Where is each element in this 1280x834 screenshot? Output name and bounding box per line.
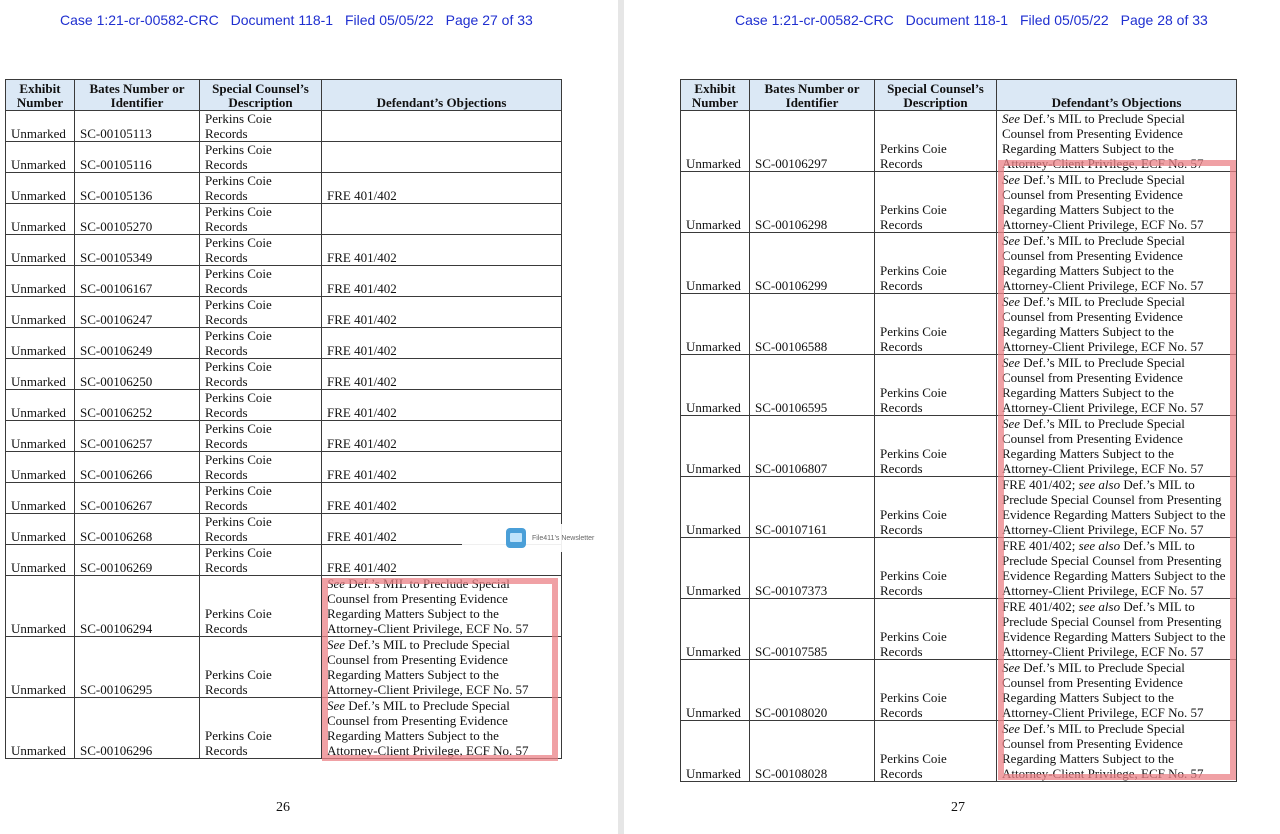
objections-cell xyxy=(997,477,1237,538)
exhibit-cell: Unmarked xyxy=(6,483,75,514)
description-cell: Perkins Coie Records xyxy=(200,235,322,266)
exhibit-cell: Unmarked xyxy=(6,390,75,421)
objection-line: Attorney-Client Privilege, ECF No. 57 xyxy=(327,743,529,758)
bates-cell: SC-00106296 xyxy=(75,698,200,759)
objection-see: See xyxy=(327,637,346,652)
page-of: Page 28 of 33 xyxy=(1120,12,1208,28)
objections-cell xyxy=(322,698,562,759)
description-cell: Perkins Coie Records xyxy=(200,390,322,421)
description-cell: Perkins Coie Records xyxy=(200,421,322,452)
objection-line: Attorney-Client Privilege, ECF No. 57 xyxy=(1002,461,1204,476)
objection-line xyxy=(1002,721,1231,736)
objections-cell: FRE 401/402 xyxy=(322,173,562,204)
bates-cell: SC-00107585 xyxy=(750,599,875,660)
bates-cell: SC-00108020 xyxy=(750,660,875,721)
objection-text: Def.’s MIL to Preclude Special xyxy=(1020,660,1185,675)
objection-line: Regarding Matters Subject to the xyxy=(1002,263,1174,278)
description-cell: Perkins Coie Records xyxy=(200,483,322,514)
objection-line: Regarding Matters Subject to the xyxy=(1002,202,1174,217)
exhibit-cell: Unmarked xyxy=(6,111,75,142)
objection-line xyxy=(327,698,556,713)
exhibit-cell: Unmarked xyxy=(6,637,75,698)
description-cell: Perkins Coie Records xyxy=(200,328,322,359)
col-header-description: Special Counsel’s Description xyxy=(875,80,997,111)
objection-see: See xyxy=(327,698,346,713)
objection-line: Regarding Matters Subject to the xyxy=(1002,690,1174,705)
bates-cell: SC-00106250 xyxy=(75,359,200,390)
description-cell: Perkins Coie Records xyxy=(875,416,997,477)
objection-text: FRE 401/402; xyxy=(1002,599,1079,614)
objection-text: Def.’s MIL to xyxy=(1120,599,1195,614)
exhibit-cell: Unmarked xyxy=(6,452,75,483)
bates-cell: SC-00106249 xyxy=(75,328,200,359)
objection-line xyxy=(1002,538,1231,553)
description-cell: Perkins Coie Records xyxy=(875,294,997,355)
table-row xyxy=(6,328,562,359)
bates-cell: SC-00106295 xyxy=(75,637,200,698)
objection-line xyxy=(1002,416,1231,431)
objections-cell xyxy=(997,172,1237,233)
table-row xyxy=(6,483,562,514)
description-cell: Perkins Coie Records xyxy=(200,514,322,545)
description-cell: Perkins Coie Records xyxy=(200,266,322,297)
objection-line: Attorney-Client Privilege, ECF No. 57 xyxy=(1002,217,1204,232)
objections-cell: FRE 401/402 xyxy=(322,483,562,514)
description-cell: Perkins Coie Records xyxy=(200,173,322,204)
bates-cell: SC-00105136 xyxy=(75,173,200,204)
objection-line xyxy=(1002,111,1231,126)
case-number: Case 1:21-cr-00582-CRC xyxy=(735,12,894,28)
table-row xyxy=(6,637,562,698)
objections-cell: FRE 401/402 xyxy=(322,514,562,545)
table-row xyxy=(6,173,562,204)
objection-line xyxy=(1002,599,1231,614)
objections-cell xyxy=(997,294,1237,355)
objection-line xyxy=(1002,294,1231,309)
description-cell: Perkins Coie Records xyxy=(875,111,997,172)
objection-line: Regarding Matters Subject to the xyxy=(1002,141,1174,156)
description-cell: Perkins Coie Records xyxy=(875,660,997,721)
objection-line: Counsel from Presenting Evidence xyxy=(327,713,508,728)
description-cell: Perkins Coie Records xyxy=(200,637,322,698)
description-cell: Perkins Coie Records xyxy=(200,545,322,576)
objection-line: Attorney-Client Privilege, ECF No. 57 xyxy=(1002,705,1204,720)
objection-line xyxy=(327,576,556,591)
bates-cell: SC-00107161 xyxy=(750,477,875,538)
table-row xyxy=(6,359,562,390)
description-cell: Perkins Coie Records xyxy=(200,452,322,483)
col-header-exhibit: Exhibit Number xyxy=(681,80,750,111)
exhibit-cell: Unmarked xyxy=(681,721,750,782)
description-cell: Perkins Coie Records xyxy=(875,355,997,416)
exhibit-cell: Unmarked xyxy=(6,297,75,328)
table-row xyxy=(681,721,1237,782)
description-cell: Perkins Coie Records xyxy=(875,233,997,294)
bates-cell: SC-00106269 xyxy=(75,545,200,576)
table-row xyxy=(681,660,1237,721)
objection-text: Def.’s MIL to Preclude Special xyxy=(1020,294,1185,309)
document-page-right xyxy=(624,0,1280,834)
objection-text: Def.’s MIL to xyxy=(1120,538,1195,553)
exhibit-cell: Unmarked xyxy=(681,538,750,599)
objection-text: Def.’s MIL to Preclude Special xyxy=(1020,721,1185,736)
objection-line: Regarding Matters Subject to the xyxy=(1002,446,1174,461)
table-row xyxy=(6,266,562,297)
objections-cell: FRE 401/402 xyxy=(322,328,562,359)
table-row xyxy=(6,452,562,483)
table-header-row xyxy=(681,80,1237,111)
exhibit-table xyxy=(5,79,562,759)
col-header-bates: Bates Number or Identifier xyxy=(750,80,875,111)
objection-line: Preclude Special Counsel from Presenting xyxy=(1002,553,1222,568)
exhibit-cell: Unmarked xyxy=(6,576,75,637)
objection-line: Attorney-Client Privilege, ECF No. 57 xyxy=(327,682,529,697)
exhibit-cell: Unmarked xyxy=(6,204,75,235)
objection-line: Regarding Matters Subject to the xyxy=(327,728,499,743)
objection-see: See xyxy=(1002,355,1021,370)
exhibit-cell: Unmarked xyxy=(6,328,75,359)
description-cell: Perkins Coie Records xyxy=(875,477,997,538)
objections-cell xyxy=(997,721,1237,782)
exhibit-cell: Unmarked xyxy=(6,514,75,545)
objections-cell xyxy=(997,355,1237,416)
objections-cell: FRE 401/402 xyxy=(322,421,562,452)
description-cell: Perkins Coie Records xyxy=(200,204,322,235)
bates-cell: SC-00106167 xyxy=(75,266,200,297)
objection-text: FRE 401/402; xyxy=(1002,477,1079,492)
exhibit-cell: Unmarked xyxy=(6,421,75,452)
col-header-objections: Defendant’s Objections xyxy=(322,80,562,111)
objection-text: Def.’s MIL to Preclude Special xyxy=(1020,355,1185,370)
bates-cell: SC-00106294 xyxy=(75,576,200,637)
col-header-exhibit: Exhibit Number xyxy=(6,80,75,111)
objection-see: See xyxy=(327,576,346,591)
table-row xyxy=(681,294,1237,355)
objection-line: Preclude Special Counsel from Presenting xyxy=(1002,614,1222,629)
bates-cell: SC-00105116 xyxy=(75,142,200,173)
objection-text: Def.’s MIL to Preclude Special xyxy=(1020,416,1185,431)
objection-line: Regarding Matters Subject to the xyxy=(1002,385,1174,400)
bates-cell: SC-00106247 xyxy=(75,297,200,328)
objection-line: Attorney-Client Privilege, ECF No. 57 xyxy=(1002,400,1204,415)
objections-cell xyxy=(322,111,562,142)
table-row xyxy=(681,233,1237,294)
objection-text: Def.’s MIL to Preclude Special xyxy=(345,637,510,652)
objection-line: Counsel from Presenting Evidence xyxy=(327,591,508,606)
objection-line: Counsel from Presenting Evidence xyxy=(1002,370,1183,385)
description-cell: Perkins Coie Records xyxy=(200,698,322,759)
exhibit-cell: Unmarked xyxy=(681,111,750,172)
document-page-left xyxy=(0,0,618,834)
bates-cell: SC-00106266 xyxy=(75,452,200,483)
description-cell: Perkins Coie Records xyxy=(875,721,997,782)
objection-text: Def.’s MIL to Preclude Special xyxy=(1020,111,1185,126)
objection-text: Def.’s MIL to Preclude Special xyxy=(345,576,510,591)
objection-line: Attorney-Client Privilege, ECF No. 57 xyxy=(1002,766,1204,781)
exhibit-cell: Unmarked xyxy=(6,142,75,173)
description-cell: Perkins Coie Records xyxy=(200,142,322,173)
description-cell: Perkins Coie Records xyxy=(200,359,322,390)
objection-line xyxy=(1002,355,1231,370)
objection-line xyxy=(1002,477,1231,492)
bates-cell: SC-00106252 xyxy=(75,390,200,421)
objections-cell xyxy=(322,204,562,235)
exhibit-cell: Unmarked xyxy=(681,355,750,416)
objection-text: Def.’s MIL to xyxy=(1120,477,1195,492)
objection-see: See xyxy=(1002,294,1021,309)
objection-see-also: see also xyxy=(1078,477,1121,492)
objection-line: Counsel from Presenting Evidence xyxy=(1002,736,1183,751)
objection-text: FRE 401/402; xyxy=(1002,538,1079,553)
objection-line: Regarding Matters Subject to the xyxy=(1002,324,1174,339)
objections-cell xyxy=(997,599,1237,660)
table-row xyxy=(681,416,1237,477)
description-cell: Perkins Coie Records xyxy=(875,599,997,660)
exhibit-cell: Unmarked xyxy=(6,173,75,204)
table-row xyxy=(6,235,562,266)
objections-cell: FRE 401/402 xyxy=(322,452,562,483)
objection-line: Counsel from Presenting Evidence xyxy=(1002,675,1183,690)
page-header xyxy=(735,12,1216,28)
bates-cell: SC-00105270 xyxy=(75,204,200,235)
table-row xyxy=(681,355,1237,416)
objection-see: See xyxy=(1002,660,1021,675)
exhibit-cell: Unmarked xyxy=(681,660,750,721)
col-header-bates: Bates Number or Identifier xyxy=(75,80,200,111)
objection-line: Counsel from Presenting Evidence xyxy=(1002,309,1183,324)
objection-line: Counsel from Presenting Evidence xyxy=(1002,126,1183,141)
case-number: Case 1:21-cr-00582-CRC xyxy=(60,12,219,28)
objection-line: Evidence Regarding Matters Subject to the xyxy=(1002,507,1226,522)
bates-cell: SC-00106268 xyxy=(75,514,200,545)
bates-cell: SC-00106807 xyxy=(750,416,875,477)
bates-cell: SC-00106588 xyxy=(750,294,875,355)
bates-cell: SC-00106595 xyxy=(750,355,875,416)
objections-cell: FRE 401/402 xyxy=(322,359,562,390)
table-row xyxy=(6,390,562,421)
objections-cell: FRE 401/402 xyxy=(322,297,562,328)
objection-line: Attorney-Client Privilege, ECF No. 57 xyxy=(327,621,529,636)
objection-line: Preclude Special Counsel from Presenting xyxy=(1002,492,1222,507)
objection-line: Attorney-Client Privilege, ECF No. 57 xyxy=(1002,339,1204,354)
table-row xyxy=(681,599,1237,660)
objection-text: Def.’s MIL to Preclude Special xyxy=(1020,233,1185,248)
exhibit-cell: Unmarked xyxy=(6,359,75,390)
objection-line xyxy=(1002,660,1231,675)
page-number: 27 xyxy=(951,800,965,815)
objections-cell xyxy=(997,660,1237,721)
exhibit-cell: Unmarked xyxy=(681,477,750,538)
objection-see: See xyxy=(1002,416,1021,431)
objection-line: Attorney-Client Privilege, ECF No. 57 xyxy=(1002,522,1204,537)
bates-cell: SC-00105349 xyxy=(75,235,200,266)
exhibit-cell: Unmarked xyxy=(6,235,75,266)
exhibit-cell: Unmarked xyxy=(681,172,750,233)
objection-line: Regarding Matters Subject to the xyxy=(327,667,499,682)
newsletter-icon xyxy=(506,528,526,548)
objections-cell xyxy=(322,142,562,173)
watermark-label: File411’s Newsletter xyxy=(532,534,595,542)
objection-text: Def.’s MIL to Preclude Special xyxy=(1020,172,1185,187)
objection-line xyxy=(327,637,556,652)
exhibit-cell: Unmarked xyxy=(6,545,75,576)
table-row xyxy=(681,111,1237,172)
description-cell: Perkins Coie Records xyxy=(200,576,322,637)
bates-cell: SC-00106267 xyxy=(75,483,200,514)
bates-cell: SC-00106257 xyxy=(75,421,200,452)
objection-see-also: see also xyxy=(1078,538,1121,553)
objections-cell xyxy=(997,416,1237,477)
table-row xyxy=(681,477,1237,538)
objection-line: Attorney-Client Privilege, ECF No. 57 xyxy=(1002,278,1204,293)
objection-line: Counsel from Presenting Evidence xyxy=(1002,187,1183,202)
objections-cell xyxy=(997,538,1237,599)
objection-line: Attorney-Client Privilege, ECF No. 57 xyxy=(1002,583,1204,598)
objections-cell: FRE 401/402 xyxy=(322,545,562,576)
objection-line: Regarding Matters Subject to the xyxy=(327,606,499,621)
filed-date: Filed 05/05/22 xyxy=(344,12,434,28)
exhibit-cell: Unmarked xyxy=(681,294,750,355)
objection-line: Evidence Regarding Matters Subject to the xyxy=(1002,629,1226,644)
objection-line: Counsel from Presenting Evidence xyxy=(1002,431,1183,446)
bates-cell: SC-00106298 xyxy=(750,172,875,233)
objection-text: Def.’s MIL to Preclude Special xyxy=(345,698,510,713)
objections-cell: FRE 401/402 xyxy=(322,266,562,297)
description-cell: Perkins Coie Records xyxy=(875,538,997,599)
exhibit-cell: Unmarked xyxy=(6,698,75,759)
objection-line: Attorney-Client Privilege, ECF No. 57 xyxy=(1002,644,1204,659)
table-row xyxy=(6,142,562,173)
exhibit-cell: Unmarked xyxy=(681,599,750,660)
objection-line: Attorney-Client Privilege, ECF No. 57 xyxy=(1002,156,1204,171)
exhibit-cell: Unmarked xyxy=(6,266,75,297)
table-row xyxy=(6,421,562,452)
document-number: Document 118-1 xyxy=(905,12,1009,28)
bates-cell: SC-00105113 xyxy=(75,111,200,142)
objection-see: See xyxy=(1002,721,1021,736)
page-header xyxy=(60,12,541,28)
objection-line xyxy=(1002,233,1231,248)
objection-line: Counsel from Presenting Evidence xyxy=(1002,248,1183,263)
objections-cell xyxy=(997,111,1237,172)
bates-cell: SC-00108028 xyxy=(750,721,875,782)
col-header-description: Special Counsel’s Description xyxy=(200,80,322,111)
objection-line: Counsel from Presenting Evidence xyxy=(327,652,508,667)
objections-cell xyxy=(322,576,562,637)
description-cell: Perkins Coie Records xyxy=(875,172,997,233)
objections-cell xyxy=(997,233,1237,294)
table-row xyxy=(681,172,1237,233)
description-cell: Perkins Coie Records xyxy=(200,111,322,142)
objection-line xyxy=(1002,172,1231,187)
objection-line: Evidence Regarding Matters Subject to the xyxy=(1002,568,1226,583)
exhibit-table xyxy=(680,79,1237,782)
table-row xyxy=(6,111,562,142)
col-header-objections: Defendant’s Objections xyxy=(997,80,1237,111)
table-row xyxy=(6,204,562,235)
exhibit-cell: Unmarked xyxy=(681,233,750,294)
page-number: 26 xyxy=(276,800,290,815)
objection-see: See xyxy=(1002,172,1021,187)
page-of: Page 27 of 33 xyxy=(445,12,533,28)
description-cell: Perkins Coie Records xyxy=(200,297,322,328)
table-row xyxy=(6,698,562,759)
filed-date: Filed 05/05/22 xyxy=(1019,12,1109,28)
objection-line: Regarding Matters Subject to the xyxy=(1002,751,1174,766)
objection-see: See xyxy=(1002,111,1021,126)
document-number: Document 118-1 xyxy=(230,12,334,28)
table-header-row xyxy=(6,80,562,111)
bates-cell: SC-00106299 xyxy=(750,233,875,294)
bates-cell: SC-00106297 xyxy=(750,111,875,172)
table-row xyxy=(681,538,1237,599)
exhibit-cell: Unmarked xyxy=(681,416,750,477)
bates-cell: SC-00107373 xyxy=(750,538,875,599)
objection-see: See xyxy=(1002,233,1021,248)
objections-cell: FRE 401/402 xyxy=(322,390,562,421)
table-row xyxy=(6,297,562,328)
objection-see-also: see also xyxy=(1078,599,1121,614)
objections-cell: FRE 401/402 xyxy=(322,235,562,266)
objections-cell xyxy=(322,637,562,698)
table-row xyxy=(6,576,562,637)
newsletter-watermark xyxy=(462,524,610,552)
